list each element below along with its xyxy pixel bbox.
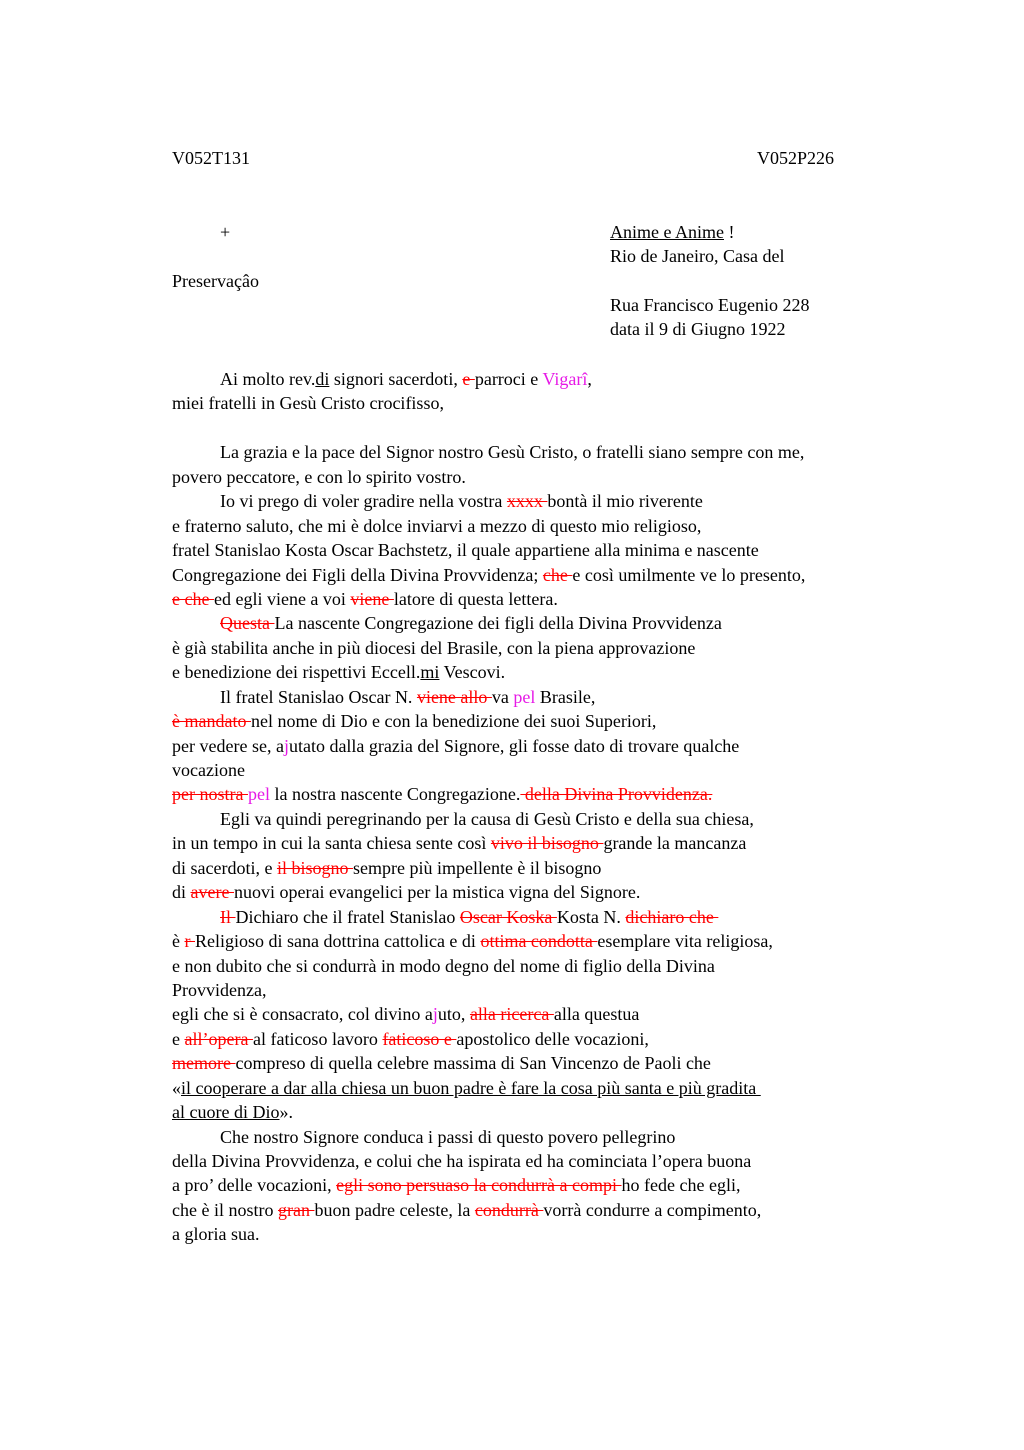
- text-segment: che è il nostro: [172, 1199, 278, 1220]
- preservation-label: Preservaçâo: [172, 271, 259, 291]
- text-line: della Divina Provvidenza, e colui che ha ispirata ed ha cominciata l’opera buona: [172, 1151, 752, 1171]
- text-segment: e: [172, 1028, 185, 1049]
- text-segment: Io vi prego di voler gradire nella vostra: [220, 491, 507, 512]
- text-segment: «: [172, 1077, 181, 1098]
- text-line: [172, 1198, 912, 1222]
- text-segment: di: [315, 369, 330, 389]
- cross-mark: +: [220, 222, 231, 242]
- text-line: e fraterno saluto, che mi è dolce inviarvi a mezzo di questo mio religioso,: [172, 515, 702, 536]
- quoted-text: al cuore di Dio: [172, 1102, 280, 1123]
- text-segment: ,: [587, 369, 592, 389]
- text-segment: ho fede che egli,: [621, 1175, 741, 1196]
- text-line: [172, 587, 912, 611]
- text-line: [172, 929, 912, 953]
- text-segment: Dichiaro che il fratel Stanislao: [235, 906, 460, 927]
- text-line: [172, 1173, 912, 1197]
- text-segment: sempre più impellente è il bisogno: [352, 857, 602, 878]
- text-line: [172, 734, 912, 758]
- text-segment: a pro’ delle vocazioni,: [172, 1175, 337, 1196]
- deleted-text: è mandato: [172, 711, 251, 732]
- text-segment: apostolico delle vocazioni,: [456, 1028, 649, 1049]
- quote-line: [172, 1100, 912, 1124]
- text-segment: buon padre celeste, la: [314, 1199, 475, 1220]
- text-segment: esemplare vita religiosa,: [597, 931, 773, 952]
- deleted-text: viene: [350, 588, 394, 609]
- deleted-text: all’opera: [184, 1028, 253, 1049]
- deleted-text: e che: [172, 588, 214, 609]
- deleted-text: memore: [172, 1053, 236, 1074]
- text-segment: va: [491, 686, 514, 707]
- text-line: [172, 489, 912, 513]
- deleted-text: egli sono persuaso la condurrà a compi: [336, 1175, 622, 1196]
- deleted-text: xxxx: [506, 491, 548, 512]
- text-line: miei fratelli in Gesù Cristo crocifisso,: [172, 393, 444, 414]
- inserted-text: j: [283, 735, 289, 756]
- text-line: [172, 1027, 912, 1051]
- deleted-text: r: [184, 931, 195, 952]
- inserted-text: pel: [247, 784, 270, 805]
- place-line: Rio de Janeiro, Casa del: [610, 246, 785, 266]
- text-line: [172, 1051, 912, 1075]
- text-segment: e benedizione dei rispettivi Eccell.: [172, 662, 421, 683]
- text-segment: per vedere se, a: [172, 735, 284, 756]
- date: data il 9 di Giugno 1922: [610, 319, 786, 339]
- salutation-line: [172, 367, 912, 391]
- text-segment: utato dalla grazia del Signore, gli fosse dato di trovare qualche: [288, 735, 740, 756]
- text-segment: la nostra nascente Congregazione.: [269, 784, 521, 805]
- text-segment: Vescovi.: [439, 662, 506, 683]
- deleted-text: dichiaro che: [625, 906, 719, 927]
- text-line: [172, 660, 912, 684]
- left-code: V052T131: [172, 148, 250, 168]
- text-line: è già stabilita anche in più diocesi del Brasile, con la piena approvazione: [172, 637, 696, 658]
- deleted-text: per nostra: [172, 784, 248, 805]
- motto-exclamation: !: [723, 222, 735, 242]
- deleted-text: il bisogno: [276, 857, 353, 878]
- text-line: [172, 905, 912, 929]
- text-line: [172, 880, 912, 904]
- quoted-text: il cooperare a dar alla chiesa un buon padre è fare la cosa più santa e più gradita: [181, 1077, 761, 1098]
- deleted-text: ottima condotta: [480, 931, 598, 952]
- address: Rua Francisco Eugenio 228: [610, 295, 810, 315]
- text-segment: è: [172, 931, 185, 952]
- text-segment: al faticoso lavoro: [252, 1028, 383, 1049]
- deleted-text: e: [462, 369, 475, 389]
- text-segment: latore di questa lettera.: [393, 588, 558, 609]
- deleted-text: che: [542, 564, 573, 585]
- text-line: [172, 1002, 912, 1026]
- text-segment: Religioso di sana dottrina cattolica e di: [195, 931, 481, 952]
- text-line: Egli va quindi peregrinando per la causa di Gesù Cristo e della sua chiesa,: [220, 808, 754, 829]
- text-segment: egli che si è consacrato, col divino a: [172, 1004, 433, 1025]
- text-segment: compreso di quella celebre massima di San Vincenzo de Paoli che: [235, 1053, 711, 1074]
- text-segment: Il fratel Stanislao Oscar N.: [220, 686, 417, 707]
- text-segment: Ai molto rev.: [220, 369, 316, 389]
- text-line: povero peccatore, e con lo spirito vostro.: [172, 466, 466, 487]
- text-segment: ».: [279, 1102, 293, 1123]
- deleted-text: della Divina Provvidenza.: [520, 784, 713, 805]
- deleted-text: alla ricerca: [469, 1004, 554, 1025]
- text-line: [172, 611, 912, 635]
- text-segment: Kosta N.: [556, 906, 626, 927]
- text-segment: vorrà condurre a compimento,: [543, 1199, 762, 1220]
- text-line: e non dubito che si condurrà in modo degno del nome di figlio della Divina: [172, 955, 715, 976]
- deleted-text: gran: [277, 1199, 315, 1220]
- text-line: [172, 563, 912, 587]
- text-line: [172, 782, 912, 806]
- text-line: Che nostro Signore conduca i passi di questo povero pellegrino: [220, 1126, 676, 1147]
- closing-line: a gloria sua.: [172, 1224, 260, 1245]
- text-segment: nuovi operai evangelici per la mistica vigna del Signore.: [233, 882, 641, 903]
- text-segment: parroci e: [474, 369, 543, 389]
- text-line: [172, 685, 912, 709]
- deleted-text: vivo il bisogno: [490, 833, 604, 854]
- right-code: V052P226: [757, 148, 835, 168]
- text-segment: alla questua: [553, 1004, 640, 1025]
- text-segment: Congregazione dei Figli della Divina Provvidenza;: [172, 564, 543, 585]
- deleted-text: avere: [190, 882, 234, 903]
- deleted-text: Il: [220, 906, 236, 927]
- motto: [610, 220, 734, 244]
- inserted-text: pel: [513, 686, 536, 707]
- text-segment: ed egli viene a voi: [213, 588, 351, 609]
- text-line: fratel Stanislao Kosta Oscar Bachstetz, il quale appartiene alla minima e nascente: [172, 540, 759, 561]
- deleted-text: Questa: [220, 613, 275, 634]
- text-segment: signori sacerdoti,: [329, 369, 463, 389]
- text-line: [172, 709, 912, 733]
- text-segment: di sacerdoti, e: [172, 857, 277, 878]
- deleted-text: condurrà: [474, 1199, 544, 1220]
- text-line: vocazione: [172, 760, 245, 780]
- inserted-text: Vigarî: [542, 369, 588, 389]
- letter-body: [172, 367, 912, 1247]
- quote-line: [172, 1076, 912, 1100]
- text-segment: La nascente Congregazione dei figli della Divina Provvidenza: [274, 613, 722, 634]
- text-segment: uto,: [437, 1004, 470, 1025]
- text-segment: e così umilmente ve lo presento,: [572, 564, 806, 585]
- text-line: [172, 831, 912, 855]
- text-segment: grande la mancanza: [603, 833, 747, 854]
- inserted-text: j: [432, 1004, 438, 1025]
- deleted-text: viene allo: [416, 686, 492, 707]
- text-line: [172, 856, 912, 880]
- text-segment: in un tempo in cui la santa chiesa sente così: [172, 833, 491, 854]
- deleted-text: faticoso e: [382, 1028, 457, 1049]
- motto-text: Anime e Anime: [610, 222, 724, 242]
- deleted-text: Oscar Koska: [459, 906, 557, 927]
- text-segment: bontà il mio riverente: [547, 491, 703, 512]
- text-segment: mi: [420, 662, 440, 683]
- text-line: Provvidenza,: [172, 979, 267, 1000]
- text-segment: Brasile,: [535, 686, 596, 707]
- text-line: La grazia e la pace del Signor nostro Gesù Cristo, o fratelli siano sempre con me,: [220, 442, 805, 463]
- text-segment: di: [172, 882, 191, 903]
- text-segment: nel nome di Dio e con la benedizione dei suoi Superiori,: [250, 711, 657, 732]
- spacer: [172, 416, 912, 440]
